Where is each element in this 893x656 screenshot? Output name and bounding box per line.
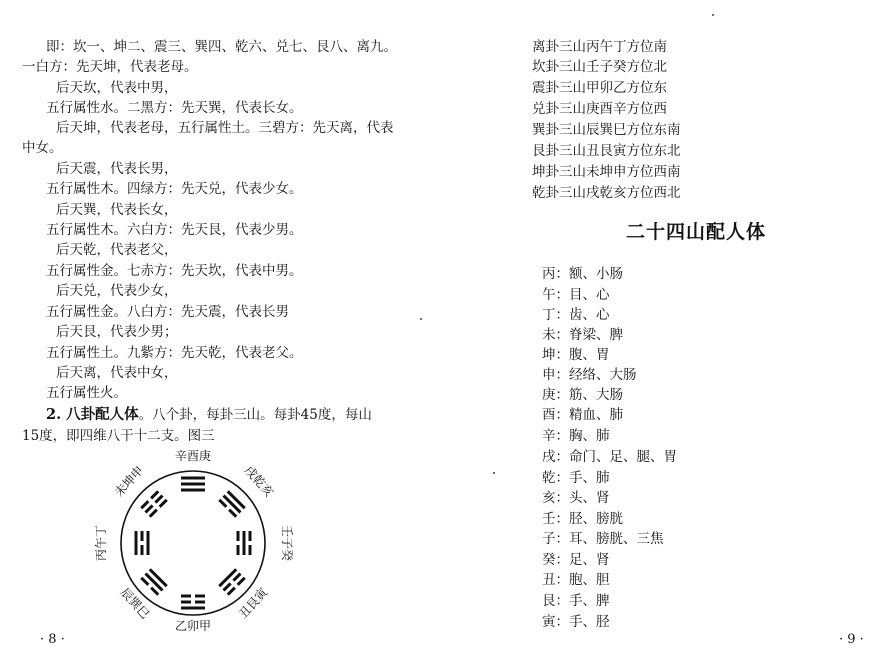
scan-speck	[493, 472, 495, 474]
direction-line: 震卦三山甲卯乙方位东	[532, 80, 667, 96]
direction-line: 坤卦三山未坤申方位西南	[532, 164, 681, 180]
text-line: 后天艮，代表少男；	[56, 324, 178, 340]
body-map-item: 庚：筋、大肠	[542, 387, 623, 403]
text-line: 后天巽，代表长女，	[56, 202, 178, 218]
trigram-marks	[136, 478, 250, 608]
ring-label-bottom-left: 辰巽巳	[117, 585, 153, 622]
ring-label-right: 壬子癸	[280, 524, 294, 562]
section-text: 。八个卦，每卦三山。每卦45度，每山	[138, 407, 372, 423]
body-map-item: 壬：胫、膀胱	[542, 511, 623, 527]
direction-line: 兑卦三山庚酉辛方位西	[532, 101, 667, 117]
text-line: 中女。	[22, 140, 63, 156]
ring-label-bottom: 乙卯甲	[174, 619, 212, 633]
body-map-item: 亥：头、肾	[542, 490, 610, 506]
body-map-item: 艮：手、脾	[542, 593, 610, 609]
bagua-diagram	[88, 448, 298, 633]
text-line: 后天离，代表中女，	[56, 365, 178, 381]
text-line: 五行属性金。七赤方：先天坎，代表中男。	[46, 263, 303, 279]
text-line: 即：坎一、坤二、震三、巽四、乾六、兑七、艮八、离九。	[46, 39, 397, 55]
page-number: · 9 ·	[839, 632, 864, 647]
scan-speck	[712, 14, 714, 16]
ring-label-left: 丙午丁	[94, 524, 108, 562]
body-map-item: 午：目、心	[542, 287, 610, 303]
text-line: 一白方：先天坤，代表老母。	[22, 59, 198, 75]
section-title: 二十四山配人体	[626, 221, 767, 243]
text-line: 后天坎，代表中男，	[56, 80, 178, 96]
body-map-item: 丑：胞、胆	[542, 572, 610, 588]
body-map-item: 丙：额、小肠	[542, 266, 623, 282]
ring-label-top-left: 未坤申	[111, 463, 147, 500]
body-map-item: 癸：足、肾	[542, 552, 610, 568]
section-2-line	[46, 406, 372, 424]
text-line: 15度，即四维八干十二支。图三	[22, 428, 215, 444]
direction-line: 离卦三山丙午丁方位南	[532, 39, 667, 55]
body-map-item: 丁：齿、心	[542, 307, 610, 323]
body-map-item: 戌：命门、足、腿、胃	[542, 449, 677, 465]
text-line: 后天震，代表长男，	[56, 161, 178, 177]
text-line: 五行属性火。	[46, 385, 127, 401]
direction-line: 坎卦三山壬子癸方位北	[532, 59, 667, 75]
body-map-item: 辛：胸、肺	[542, 428, 610, 444]
text-line: 五行属性土。九紫方：先天乾，代表老父。	[46, 345, 303, 361]
text-line: 五行属性木。六白方：先天艮，代表少男。	[46, 222, 303, 238]
direction-line: 艮卦三山丑艮寅方位东北	[532, 143, 681, 159]
direction-line: 巽卦三山辰巽巳方位东南	[532, 122, 681, 138]
section-heading: 2. 八卦配人体	[46, 406, 139, 423]
right-page	[446, 0, 893, 656]
body-map-item: 未：脊梁、脾	[542, 327, 623, 343]
body-map-item: 子：耳、膀胱、三焦	[542, 531, 664, 547]
left-page	[0, 0, 446, 656]
body-map-item: 酉：精血、肺	[542, 407, 623, 423]
text-line: 五行属性水。二黑方：先天巽，代表长女。	[46, 100, 303, 116]
ring-label-top: 辛酉庚	[174, 449, 212, 463]
text-line: 后天坤，代表老母，五行属性土。三碧方：先天离，代表	[56, 120, 394, 136]
text-line: 五行属性木。四绿方：先天兑，代表少女。	[46, 181, 303, 197]
text-line: 五行属性金。八白方：先天震，代表长男	[46, 304, 289, 320]
body-map-item: 寅：手、胫	[542, 614, 610, 630]
ring-label-top-right: 戌乾亥	[241, 463, 277, 500]
page-number: · 8 ·	[40, 632, 65, 647]
text-line: 后天兑，代表少女，	[56, 283, 178, 299]
scan-speck	[420, 318, 422, 320]
direction-line: 乾卦三山戌乾亥方位西北	[532, 185, 681, 201]
text-line: 后天乾，代表老父，	[56, 242, 178, 258]
body-map-item: 乾：手、肺	[542, 470, 610, 486]
ring-label-bottom-right: 丑艮寅	[235, 585, 271, 622]
body-map-item: 坤：腹、胃	[542, 347, 610, 363]
body-map-item: 申：经络、大肠	[542, 367, 637, 383]
